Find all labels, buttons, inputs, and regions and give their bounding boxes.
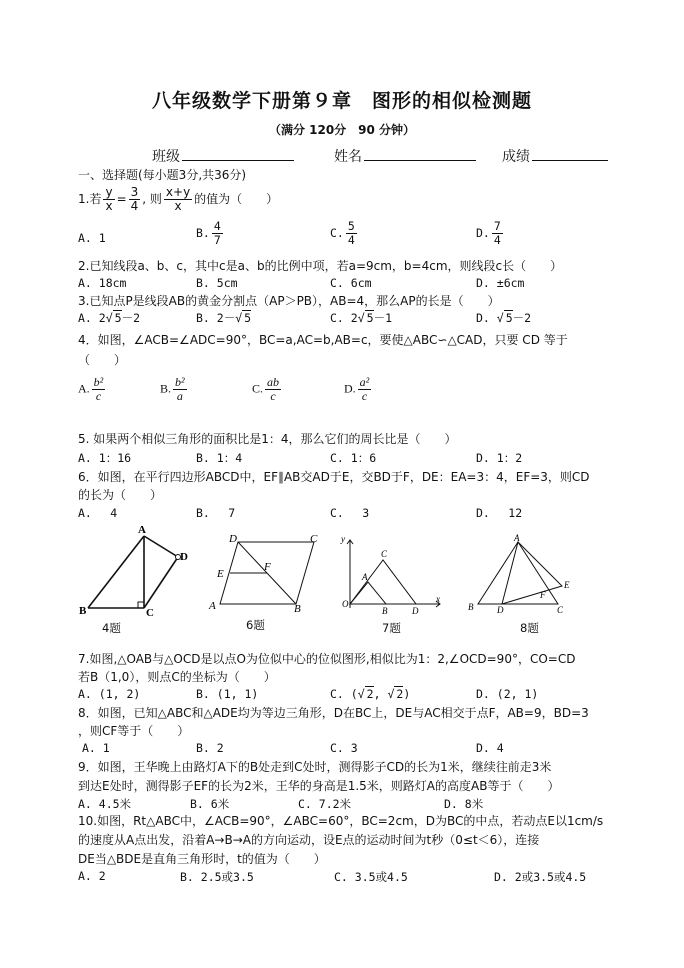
q4-option-d: D. $\frac{\text{a²}}{c}$: [344, 375, 370, 403]
figure-8-caption: 8题: [520, 621, 539, 635]
figure-6: [204, 532, 330, 615]
fig8-label-e: E: [564, 580, 570, 590]
fig7-label-b: B: [382, 606, 388, 616]
q1-option-d: D. $\frac{7}{4}$: [476, 219, 501, 247]
q8-option-a: A. 1: [82, 741, 110, 755]
figure-7: [336, 532, 446, 616]
q8-option-b: B. 2: [196, 741, 224, 755]
page-subtitle: （满分 120分 90 分钟）: [268, 123, 416, 137]
fig6-label-d: D: [229, 533, 237, 545]
page-title: 八年级数学下册第９章 图形的相似检测题: [151, 90, 532, 112]
q1-option-b: B. $\frac{4}{7}$: [196, 219, 221, 247]
question-9-line2: 到达E处时，测得影子EF的长为2米，王华的身高是1.5米，则路灯A的高度AB等于（ ）: [78, 779, 560, 793]
question-8-line1: 8．如图，已知△ABC和△ADE均为等边三角形，D在BC上，DE与AC相交于点F，AB=9，BD=3: [78, 706, 589, 720]
q4-option-a: A. $\frac{\text{b²}}{c}$: [78, 375, 104, 403]
q7-option-c: C. (√ 2, √ 2): [330, 687, 411, 701]
figure-6-caption: 6题: [246, 618, 265, 632]
fig7-label-a: A: [362, 572, 368, 582]
fig6-label-b: B: [294, 603, 301, 615]
question-10-line1: 10.如图，Rt△ABC中，∠ACB=90°，∠ABC=60°，BC=2cm，D为BC的中点，若动点E以1cm/s: [78, 814, 604, 828]
q6-option-b: B. 7: [196, 506, 236, 520]
q7-option-a: A. (1, 2): [78, 687, 141, 701]
figure-4: [76, 520, 186, 620]
q6-option-c: C. 3: [330, 506, 370, 520]
question-4-line2: （ ）: [78, 353, 127, 367]
question-7-line2: 若B（1,0），则点C的坐标为（ ）: [78, 670, 276, 684]
fig8-label-b: B: [468, 602, 474, 612]
q5-option-a: A. 1：16: [78, 451, 132, 465]
fig6-label-a: A: [209, 600, 216, 612]
class-blank: [182, 160, 294, 161]
figure-7-caption: 7题: [382, 621, 401, 635]
q7-option-b: B. (1, 1): [196, 687, 259, 701]
q9-option-c: C. 7.2米: [298, 797, 352, 811]
fig8-label-d: D: [497, 605, 504, 615]
question-9-line1: 9．如图，王华晚上由路灯A下的B处走到C处时，测得影子CD的长为1米，继续往前走3米: [78, 760, 552, 774]
fig6-label-c: C: [310, 533, 318, 545]
q8-option-c: C. 3: [330, 741, 358, 755]
q3-option-b: B. 2－√ 5: [196, 311, 252, 325]
q8-option-d: D. 4: [476, 741, 504, 755]
fig8-label-f: F: [540, 590, 546, 600]
figure-8: [466, 532, 582, 615]
question-1: 1.若 $\frac{y}{x}$ = $\frac{3}{4}$ , 则 $\frac{x+y}{x}$ 的值为（ ）: [78, 185, 279, 213]
q6-option-d: D. 12: [476, 506, 523, 520]
fig7-triangle-oab: [350, 582, 386, 604]
q10-option-b: B. 2.5或3.5: [180, 870, 254, 884]
question-5: 5. 如果两个相似三角形的面积比是1：4，那么它们的周长比是（ ）: [78, 432, 457, 446]
fig8-triangle-ade: [502, 542, 562, 604]
fig4-right-angle: [138, 602, 144, 608]
fig4-label-a: A: [138, 524, 146, 536]
fig7-label-o: O: [342, 599, 349, 609]
q2-option-d: D. ±6cm: [476, 276, 525, 290]
fig8-label-a: A: [514, 533, 520, 543]
question-4-line1: 4．如图，∠ACB=∠ADC=90°，BC=a,AC=b,AB=c，要使△ABC∽△CAD，只要 CD 等于: [78, 333, 568, 347]
q9-option-b: B. 6米: [190, 797, 230, 811]
q9-option-d: D. 8米: [444, 797, 484, 811]
q5-option-b: B. 1：4: [196, 451, 243, 465]
fig7-triangle-ocd: [350, 560, 416, 604]
q10-option-a: A. 2: [78, 869, 106, 883]
fig4-side-cd: [144, 557, 178, 608]
fig7-label-d: D: [412, 606, 419, 616]
question-6-line2: 的长为（ ）: [78, 488, 163, 502]
fig7-label-c: C: [381, 549, 388, 559]
fig4-label-d: D: [180, 551, 188, 563]
fig4-label-c: C: [146, 607, 154, 619]
fig8-label-c: C: [557, 605, 564, 615]
fig4-side-ad: [144, 536, 178, 557]
fig7-label-x: x: [436, 594, 440, 604]
fig6-label-f: F: [264, 561, 271, 573]
figure-4-caption: 4题: [102, 621, 121, 635]
class-label: 班级: [152, 149, 180, 165]
q2-option-c: C. 6cm: [330, 276, 372, 290]
score-blank: [532, 160, 608, 161]
q3-option-a: A. 2√ 5－2: [78, 311, 141, 325]
q10-option-d: D. 2或3.5或4.5: [494, 870, 587, 884]
section-heading: 一、选择题(每小题3分,共36分): [78, 168, 247, 182]
q9-option-a: A. 4.5米: [78, 797, 132, 811]
q6-option-a: A. 4: [78, 506, 118, 520]
q7-option-d: D. (2, 1): [476, 687, 539, 701]
question-10-line3: DE当△BDE是直角三角形时，t的值为（ ）: [78, 852, 326, 866]
q4-option-b: B. $\frac{\text{b²}}{a}$: [160, 375, 185, 403]
question-10-line2: 的速度从A点出发，沿着A→B→A的方向运动，设E点的运动时间为t秒（0≤t＜6），连接: [78, 833, 540, 847]
question-3: 3.已知点P是线段AB的黄金分割点（AP＞PB），AB=4，那么AP的长是（ ）: [78, 294, 500, 308]
q4-option-c: C. $\frac{ab}{c}$: [252, 375, 280, 403]
name-blank: [364, 160, 476, 161]
q5-option-c: C. 1：6: [330, 451, 377, 465]
q3-option-c: C. 2√ 5－1: [330, 311, 393, 325]
fig4-label-b: B: [79, 605, 87, 617]
question-8-line2: ，则CF等于（ ）: [78, 724, 190, 738]
score-label: 成绩: [502, 149, 530, 165]
name-label: 姓名: [334, 149, 362, 165]
fig7-label-y: y: [341, 534, 345, 544]
q1-option-c: C. $\frac{5}{4}$: [330, 219, 355, 247]
q1-option-a: A. 1: [78, 231, 106, 245]
fig4-side-ab: [88, 536, 144, 608]
q2-option-a: A. 18cm: [78, 276, 127, 290]
question-2: 2.已知线段a、b、c，其中c是a、b的比例中项，若a=9cm，b=4cm，则线段c长（ ）: [78, 259, 563, 273]
q3-option-d: D. √ 5－2: [476, 311, 532, 325]
question-6-line1: 6．如图，在平行四边形ABCD中，EF∥AB交AD于E，交BD于F，DE：EA=3：4，EF=3，则CD: [78, 470, 590, 484]
q5-option-d: D. 1：2: [476, 451, 523, 465]
fig8-triangle-abc: [478, 542, 558, 604]
question-7-line1: 7.如图,△OAB与△OCD是以点O为位似中心的位似图形,相似比为1：2,∠OCD=90°，CO=CD: [78, 652, 576, 666]
q10-option-c: C. 3.5或4.5: [334, 870, 408, 884]
fig6-label-e: E: [217, 568, 224, 580]
q2-option-b: B. 5cm: [196, 276, 238, 290]
